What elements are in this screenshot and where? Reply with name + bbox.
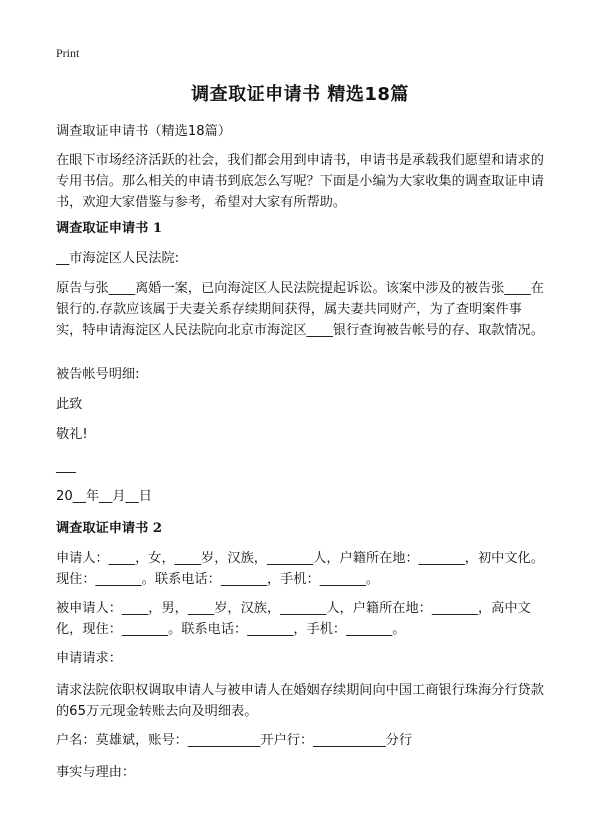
applicant-info: 申请人：____，女，____岁，汉族，_______人，户籍所在地：_______，初中文化。现住：_______。联系电话：_______，手机：_______。 [56, 551, 544, 587]
intro-paragraph: 在眼下市场经济活跃的社会，我们都会用到申请书，申请书是承载我们愿望和请求的专用书信。那么相关的申请书到底怎么写呢？下面是小编为大家收集的调查取证申请书，欢迎大家借鉴与参考，希望对大家有所帮助。 [56, 153, 544, 210]
section2-heading: 调查取证申请书 2 [56, 521, 163, 536]
bank-account-line: 户名：莫雄斌，账号：___________开户行：___________分行 [56, 733, 413, 748]
print-link[interactable]: Print [56, 46, 80, 60]
request-label: 申请请求： [56, 651, 122, 666]
court-line: __市海淀区人民法院: [56, 251, 180, 266]
closing-salute: 敬礼! [56, 427, 88, 442]
section1-heading: 调查取证申请书 1 [56, 221, 163, 236]
section1-body: 原告与张____离婚一案，已向海淀区人民法院提起诉讼。该案中涉及的被告张____在银行的.存款应该属于夫妻关系存续期间获得，属夫妻共同财产，为了查明案件事实，特申请海淀区人民法院向北京市海淀区____银行查询被告帐号的存、取款情况。 [56, 281, 544, 338]
date-line: 20__年__月__日 [56, 489, 152, 504]
closing-regards: 此致 [56, 397, 83, 412]
account-detail-label: 被告帐号明细: [56, 367, 140, 382]
request-text: 请求法院依职权调取申请人与被申请人在婚姻存续期间向中国工商银行珠海分行贷款的65万元现金转账去向及明细表。 [56, 683, 544, 719]
signature-line: ___ [56, 459, 76, 474]
document-subtitle: 调查取证申请书（精选18篇） [56, 124, 232, 139]
page-title: 调查取证申请书 精选18篇 [191, 84, 409, 105]
facts-label: 事实与理由： [56, 765, 136, 780]
respondent-info: 被申请人：____，男，____岁，汉族，_______人，户籍所在地：_______，高中文化，现住：_______。联系电话：_______，手机：_______。 [56, 601, 531, 637]
